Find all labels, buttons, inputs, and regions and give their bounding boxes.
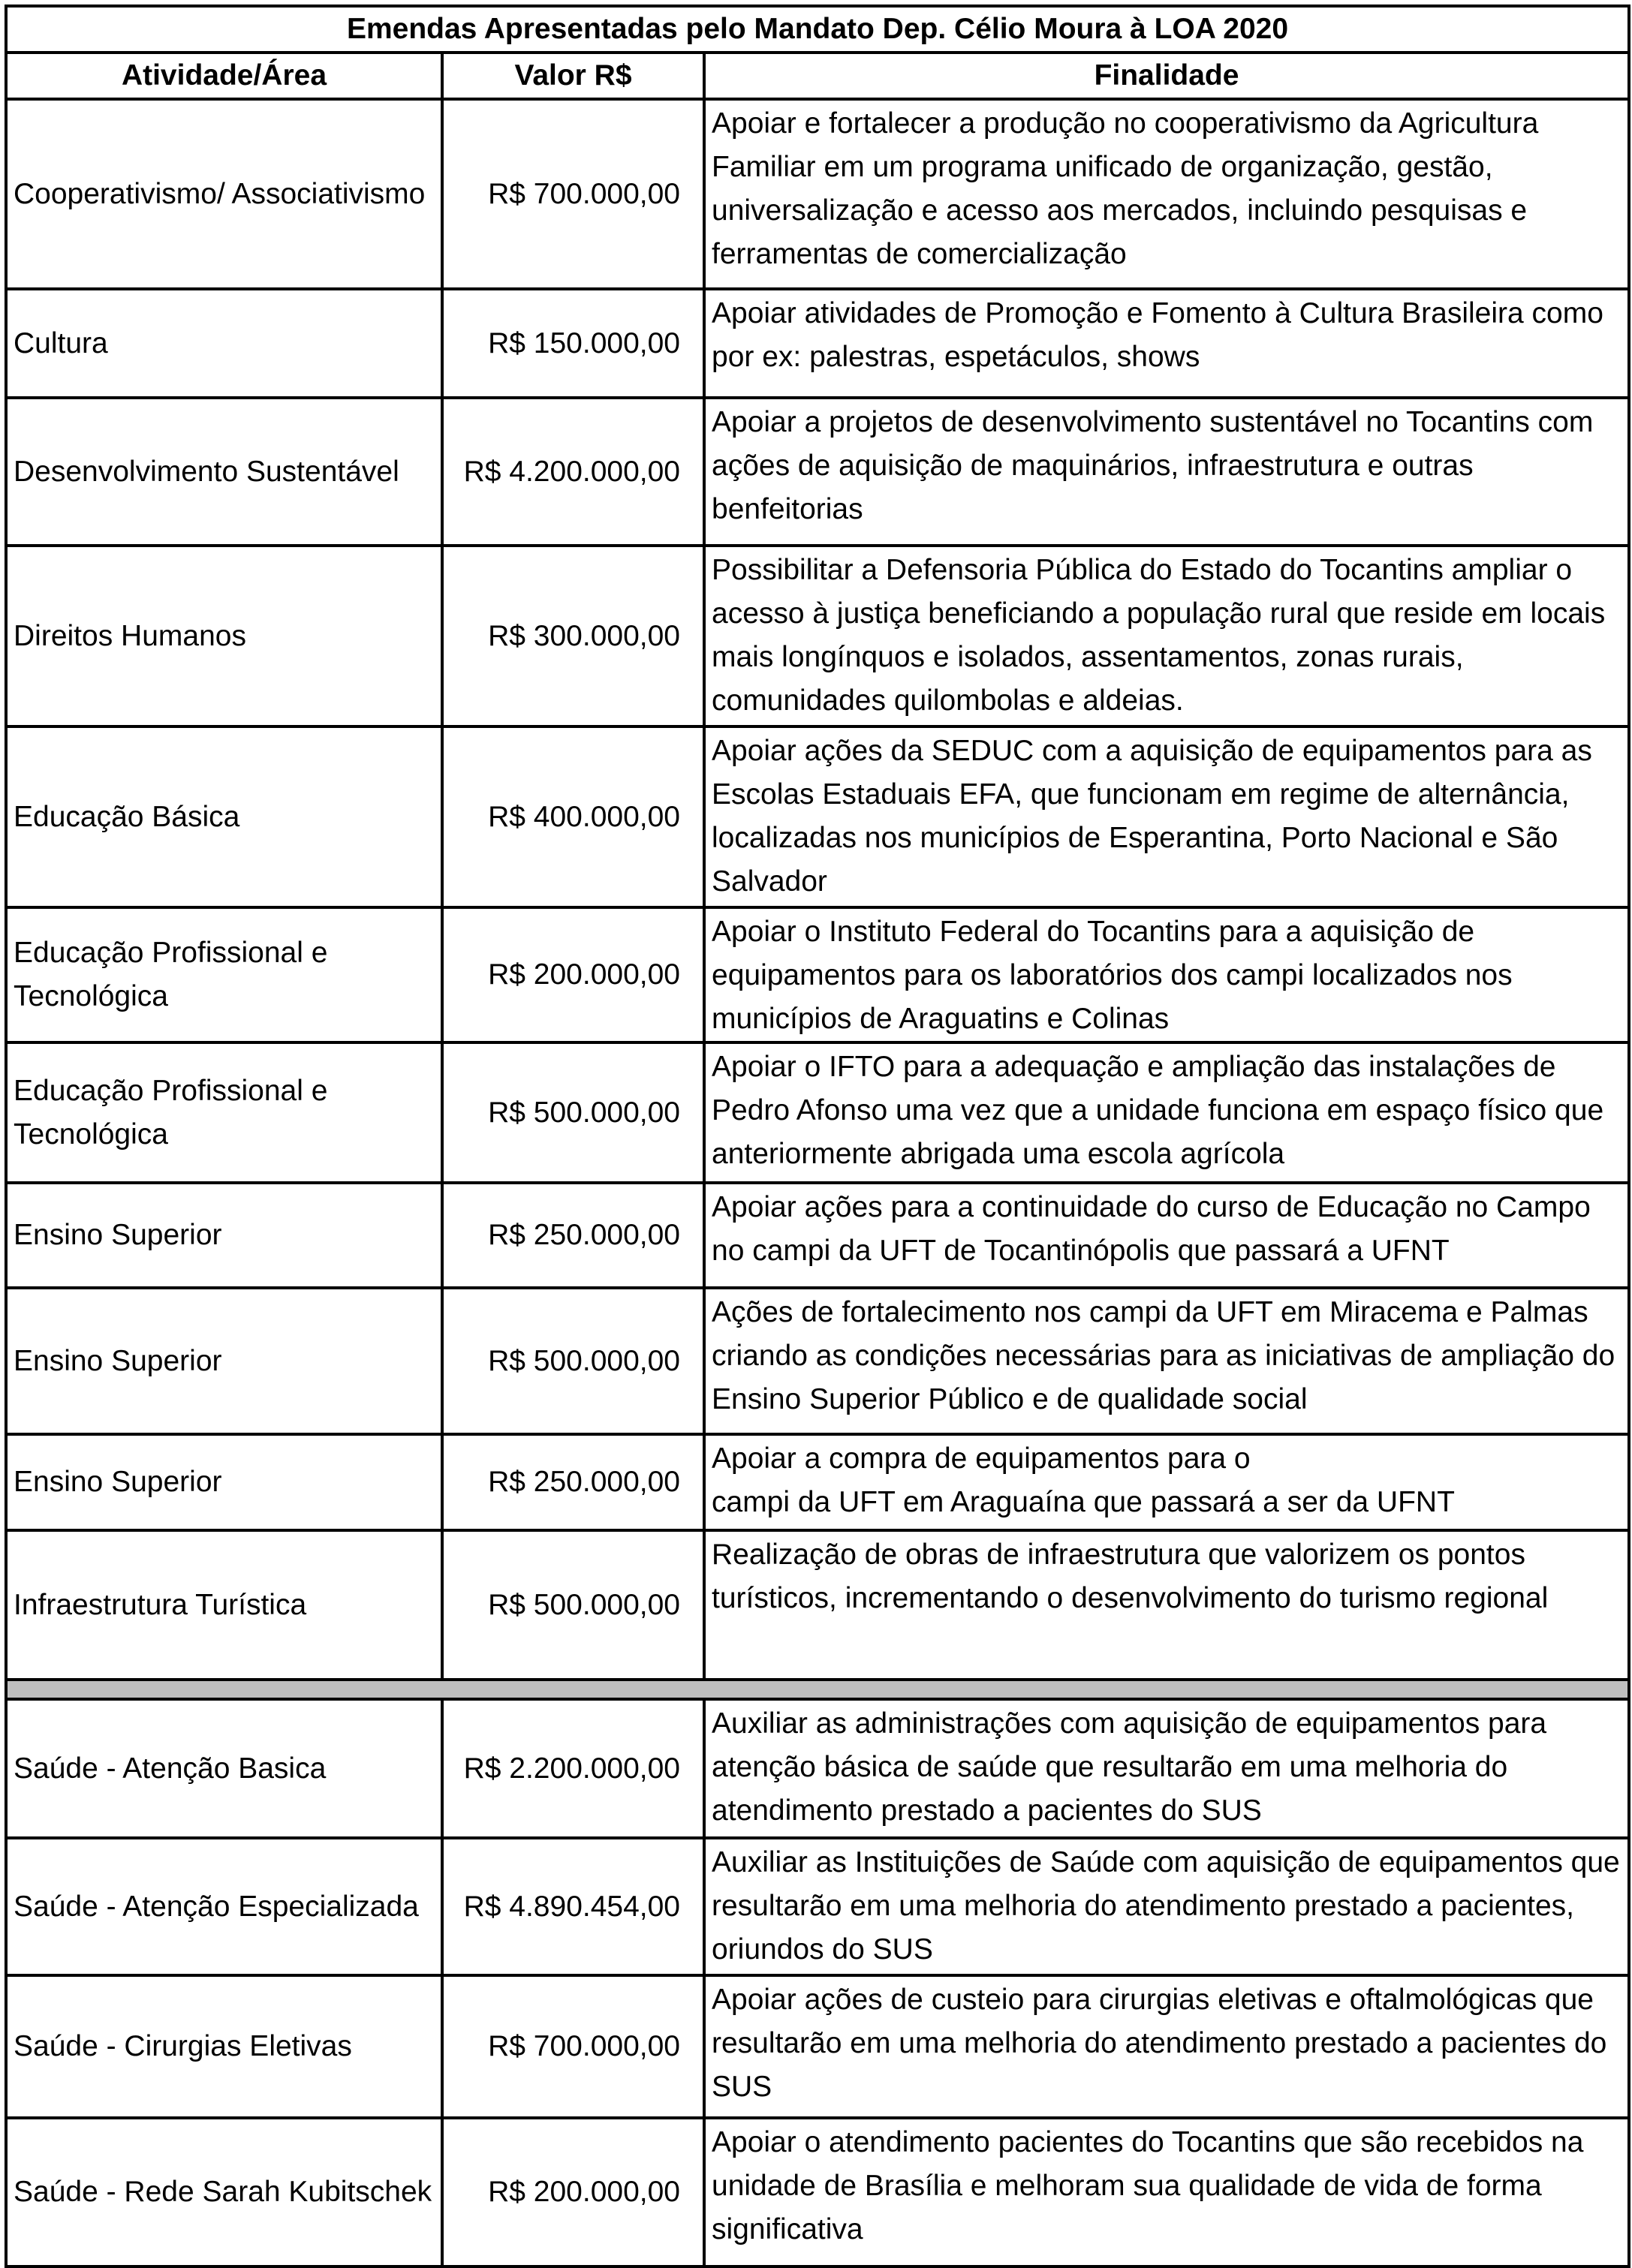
table-row	[6, 289, 1629, 398]
valor-cell: R$ 700.000,00	[442, 99, 704, 289]
finalidade-cell: Apoiar a compra de equipamentos para o campi da UFT em Araguaína que passará a ser da UFNT	[704, 1434, 1629, 1530]
table-row	[6, 1699, 1629, 1838]
finalidade-cell: Apoiar o atendimento pacientes do Tocantins que são recebidos na unidade de Brasília e melhoram sua qualidade de vida de forma significativa	[704, 2118, 1629, 2266]
area-cell: Infraestrutura Turística	[6, 1530, 442, 1680]
valor-cell: R$ 150.000,00	[442, 289, 704, 398]
finalidade-cell: Apoiar ações de custeio para cirurgias eletivas e oftalmológicas que resultarão em uma melhoria do atendimento prestado a pacientes do SUS	[704, 1975, 1629, 2118]
area-cell: Ensino Superior	[6, 1183, 442, 1288]
table-row	[6, 2118, 1629, 2266]
rows-group-1	[6, 99, 1629, 1680]
area-cell: Ensino Superior	[6, 1288, 442, 1434]
valor-cell: R$ 500.000,00	[442, 1042, 704, 1183]
area-cell: Saúde - Atenção Basica	[6, 1699, 442, 1838]
area-cell: Saúde - Rede Sarah Kubitschek	[6, 2118, 442, 2266]
table-row	[6, 1975, 1629, 2118]
finalidade-cell: Apoiar ações da SEDUC com a aquisição de equipamentos para as Escolas Estaduais EFA, que funcionam em regime de alternância, localizadas nos municípios de Esperantina, Porto Nacional e São Salvador	[704, 726, 1629, 907]
table-row	[6, 726, 1629, 907]
table-row	[6, 1288, 1629, 1434]
table-row	[6, 1434, 1629, 1530]
area-cell: Ensino Superior	[6, 1434, 442, 1530]
rows-group-2	[6, 1699, 1629, 2266]
finalidade-cell: Realização de obras de infraestrutura que valorizem os pontos turísticos, incrementando o desenvolvimento do turismo regional	[704, 1530, 1629, 1680]
valor-cell: R$ 300.000,00	[442, 546, 704, 726]
column-header-finalidade: Finalidade	[704, 53, 1629, 99]
area-cell: Desenvolvimento Sustentável	[6, 398, 442, 546]
finalidade-cell: Possibilitar a Defensoria Pública do Estado do Tocantins ampliar o acesso à justiça beneficiando a população rural que reside em locais mais longínquos e isolados, assentamentos, zonas rurais, comunidades quilombolas e aldeias.	[704, 546, 1629, 726]
table-row	[6, 1530, 1629, 1680]
area-cell: Cultura	[6, 289, 442, 398]
finalidade-cell: Auxiliar as administrações com aquisição de equipamentos para atenção básica de saúde que resultarão em uma melhoria do atendimento prestado a pacientes do SUS	[704, 1699, 1629, 1838]
finalidade-cell: Apoiar o IFTO para a adequação e ampliação das instalações de Pedro Afonso uma vez que a unidade funciona em espaço físico que anteriormente abrigada uma escola agrícola	[704, 1042, 1629, 1183]
area-cell: Saúde - Cirurgias Eletivas	[6, 1975, 442, 2118]
table-row	[6, 99, 1629, 289]
valor-cell: R$ 500.000,00	[442, 1288, 704, 1434]
area-cell: Cooperativismo/ Associativismo	[6, 99, 442, 289]
finalidade-cell: Apoiar e fortalecer a produção no cooperativismo da Agricultura Familiar em um programa unificado de organização, gestão, universalização e acesso aos mercados, incluindo pesquisas e ferramentas de comercialização	[704, 99, 1629, 289]
finalidade-cell: Auxiliar as Instituições de Saúde com aquisição de equipamentos que resultarão em uma melhoria do atendimento prestado a pacientes, oriundos do SUS	[704, 1838, 1629, 1975]
valor-cell: R$ 250.000,00	[442, 1183, 704, 1288]
area-cell: Educação Básica	[6, 726, 442, 907]
valor-cell: R$ 200.000,00	[442, 907, 704, 1042]
table-row	[6, 398, 1629, 546]
valor-cell: R$ 700.000,00	[442, 1975, 704, 2118]
area-cell: Educação Profissional e Tecnológica	[6, 1042, 442, 1183]
valor-cell: R$ 2.200.000,00	[442, 1699, 704, 1838]
column-header-area: Atividade/Área	[6, 53, 442, 99]
area-cell: Direitos Humanos	[6, 546, 442, 726]
table-title: Emendas Apresentadas pelo Mandato Dep. Célio Moura à LOA 2020	[6, 6, 1629, 53]
amendments-table	[5, 5, 1630, 2268]
table-row	[6, 1042, 1629, 1183]
valor-cell: R$ 400.000,00	[442, 726, 704, 907]
group-separator	[6, 1680, 1629, 1699]
table-row	[6, 1183, 1629, 1288]
table-row	[6, 546, 1629, 726]
finalidade-cell: Apoiar ações para a continuidade do curso de Educação no Campo no campi da UFT de Tocantinópolis que passará a UFNT	[704, 1183, 1629, 1288]
valor-cell: R$ 250.000,00	[442, 1434, 704, 1530]
finalidade-cell: Apoiar a projetos de desenvolvimento sustentável no Tocantins com ações de aquisição de maquinários, infraestrutura e outras benfeitorias	[704, 398, 1629, 546]
area-cell: Educação Profissional e Tecnológica	[6, 907, 442, 1042]
finalidade-cell: Ações de fortalecimento nos campi da UFT em Miracema e Palmas criando as condições necessárias para as iniciativas de ampliação do Ensino Superior Público e de qualidade social	[704, 1288, 1629, 1434]
finalidade-cell: Apoiar atividades de Promoção e Fomento à Cultura Brasileira como por ex: palestras, espetáculos, shows	[704, 289, 1629, 398]
area-cell: Saúde - Atenção Especializada	[6, 1838, 442, 1975]
column-header-valor: Valor R$	[442, 53, 704, 99]
table-row	[6, 1838, 1629, 1975]
table-row	[6, 907, 1629, 1042]
finalidade-cell: Apoiar o Instituto Federal do Tocantins para a aquisição de equipamentos para os laboratórios dos campi localizados nos municípios de Araguatins e Colinas	[704, 907, 1629, 1042]
valor-cell: R$ 500.000,00	[442, 1530, 704, 1680]
valor-cell: R$ 4.890.454,00	[442, 1838, 704, 1975]
valor-cell: R$ 200.000,00	[442, 2118, 704, 2266]
valor-cell: R$ 4.200.000,00	[442, 398, 704, 546]
